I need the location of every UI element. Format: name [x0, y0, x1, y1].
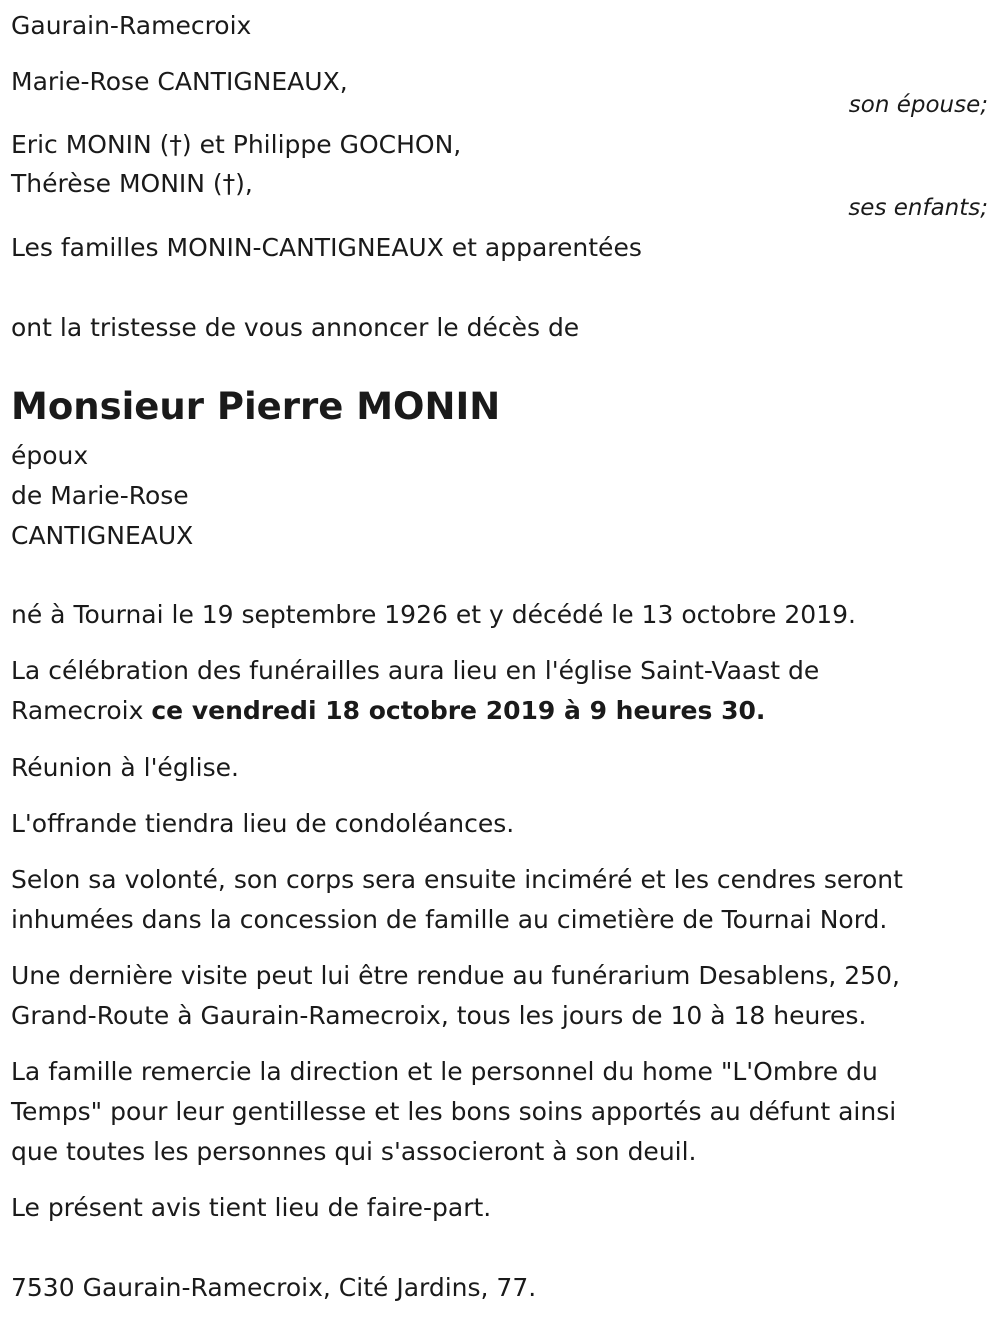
address-line: 7530 Gaurain-Ramecroix, Cité Jardins, 77. — [11, 1273, 537, 1302]
thanks-line-1: La famille remercie la direction et le personnel du home "L'Ombre du — [11, 1057, 878, 1086]
birth-death-line: né à Tournai le 19 septembre 1926 et y décédé le 13 octobre 2019. — [11, 600, 856, 629]
visit-line-2: Grand-Route à Gaurain-Ramecroix, tous les jours de 10 à 18 heures. — [11, 1001, 867, 1030]
meeting-line: Réunion à l'église. — [11, 753, 239, 782]
notice-line: Le présent avis tient lieu de faire-part. — [11, 1193, 492, 1222]
child-line-2: Thérèse MONIN (†), — [11, 169, 253, 198]
deceased-name: Monsieur Pierre MONIN — [11, 385, 501, 428]
deceased-relation-1: époux — [11, 441, 89, 470]
spouse-name: Marie-Rose CANTIGNEAUX, — [11, 67, 348, 96]
children-role: ses enfants; — [848, 195, 988, 221]
visit-line-1: Une dernière visite peut lui être rendue au funérarium Desablens, 250, — [11, 961, 900, 990]
funeral-line-1: La célébration des funérailles aura lieu en l'église Saint-Vaast de — [11, 656, 820, 685]
thanks-line-2: Temps" pour leur gentillesse et les bons soins apportés au défunt ainsi — [11, 1097, 897, 1126]
funeral-date-time: ce vendredi 18 octobre 2019 à 9 heures 30. — [151, 696, 766, 725]
spouse-role: son épouse; — [848, 92, 988, 118]
funeral-location: Ramecroix — [11, 696, 152, 725]
offering-line: L'offrande tiendra lieu de condoléances. — [11, 809, 515, 838]
cremation-line-1: Selon sa volonté, son corps sera ensuite inciméré et les cendres seront — [11, 865, 903, 894]
deceased-relation-2: de Marie-Rose — [11, 481, 189, 510]
funeral-line-2 — [11, 691, 765, 731]
announcement-line: ont la tristesse de vous annoncer le décès de — [11, 313, 580, 342]
cremation-line-2: inhumées dans la concession de famille au cimetière de Tournai Nord. — [11, 905, 888, 934]
child-line-1: Eric MONIN (†) et Philippe GOCHON, — [11, 130, 462, 159]
thanks-line-3: que toutes les personnes qui s'associeront à son deuil. — [11, 1137, 697, 1166]
place-header: Gaurain-Ramecroix — [11, 11, 252, 40]
relatives-line: Les familles MONIN-CANTIGNEAUX et apparentées — [11, 233, 642, 262]
deceased-relation-3: CANTIGNEAUX — [11, 521, 194, 550]
